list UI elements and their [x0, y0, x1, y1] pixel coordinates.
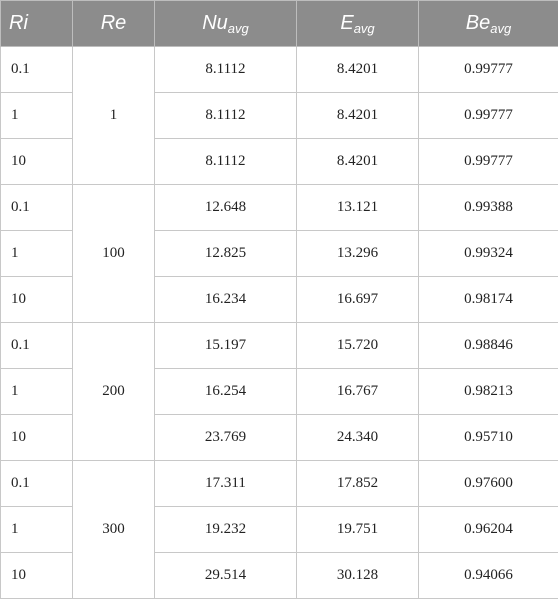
header-row [1, 1, 558, 47]
be-avg-cell: 0.95710 [419, 415, 558, 461]
e-avg-cell: 30.128 [297, 553, 419, 599]
nu-avg-cell: 12.825 [155, 231, 297, 277]
be-avg-cell: 0.99777 [419, 139, 558, 185]
e-avg-cell: 17.852 [297, 461, 419, 507]
nu-avg-cell: 15.197 [155, 323, 297, 369]
re-cell: 1 [73, 47, 155, 185]
e-avg-cell: 16.767 [297, 369, 419, 415]
table-row [1, 461, 558, 507]
header-be-avg: $Be_{avg}$ [419, 1, 558, 47]
nu-avg-cell: 8.1112 [155, 47, 297, 93]
header-ri: Ri [1, 1, 73, 47]
header-nu-avg: $Nu_{avg}$ [155, 1, 297, 47]
be-avg-cell: 0.97600 [419, 461, 558, 507]
ri-cell: 10 [1, 139, 73, 185]
table-row [1, 185, 558, 231]
e-avg-cell: 13.296 [297, 231, 419, 277]
header-e-avg: $E_{avg}$ [297, 1, 419, 47]
ri-cell: 10 [1, 553, 73, 599]
ri-cell: 0.1 [1, 185, 73, 231]
re-cell: 200 [73, 323, 155, 461]
nu-avg-cell: 17.311 [155, 461, 297, 507]
e-avg-cell: 8.4201 [297, 139, 419, 185]
be-avg-cell: 0.99388 [419, 185, 558, 231]
be-avg-cell: 0.98174 [419, 277, 558, 323]
ri-cell: 10 [1, 415, 73, 461]
ri-cell: 1 [1, 507, 73, 553]
e-avg-cell: 24.340 [297, 415, 419, 461]
nu-avg-cell: 8.1112 [155, 139, 297, 185]
nu-avg-cell: 16.234 [155, 277, 297, 323]
nu-avg-cell: 19.232 [155, 507, 297, 553]
be-avg-cell: 0.98213 [419, 369, 558, 415]
e-avg-cell: 16.697 [297, 277, 419, 323]
be-avg-cell: 0.99324 [419, 231, 558, 277]
ri-cell: 1 [1, 369, 73, 415]
ri-cell: 0.1 [1, 461, 73, 507]
e-avg-cell: 8.4201 [297, 47, 419, 93]
nu-avg-cell: 8.1112 [155, 93, 297, 139]
nu-avg-cell: 12.648 [155, 185, 297, 231]
ri-cell: 1 [1, 93, 73, 139]
ri-cell: 10 [1, 277, 73, 323]
nu-avg-cell: 16.254 [155, 369, 297, 415]
be-avg-cell: 0.96204 [419, 507, 558, 553]
re-cell: 100 [73, 185, 155, 323]
be-avg-cell: 0.99777 [419, 47, 558, 93]
ri-cell: 1 [1, 231, 73, 277]
table-row [1, 47, 558, 93]
e-avg-cell: 8.4201 [297, 93, 419, 139]
re-cell: 300 [73, 461, 155, 599]
nu-avg-cell: 29.514 [155, 553, 297, 599]
be-avg-cell: 0.99777 [419, 93, 558, 139]
ri-cell: 0.1 [1, 47, 73, 93]
be-avg-cell: 0.98846 [419, 323, 558, 369]
be-avg-cell: 0.94066 [419, 553, 558, 599]
ri-cell: 0.1 [1, 323, 73, 369]
e-avg-cell: 19.751 [297, 507, 419, 553]
e-avg-cell: 13.121 [297, 185, 419, 231]
header-re: Re [73, 1, 155, 47]
table-row [1, 323, 558, 369]
nu-avg-cell: 23.769 [155, 415, 297, 461]
e-avg-cell: 15.720 [297, 323, 419, 369]
